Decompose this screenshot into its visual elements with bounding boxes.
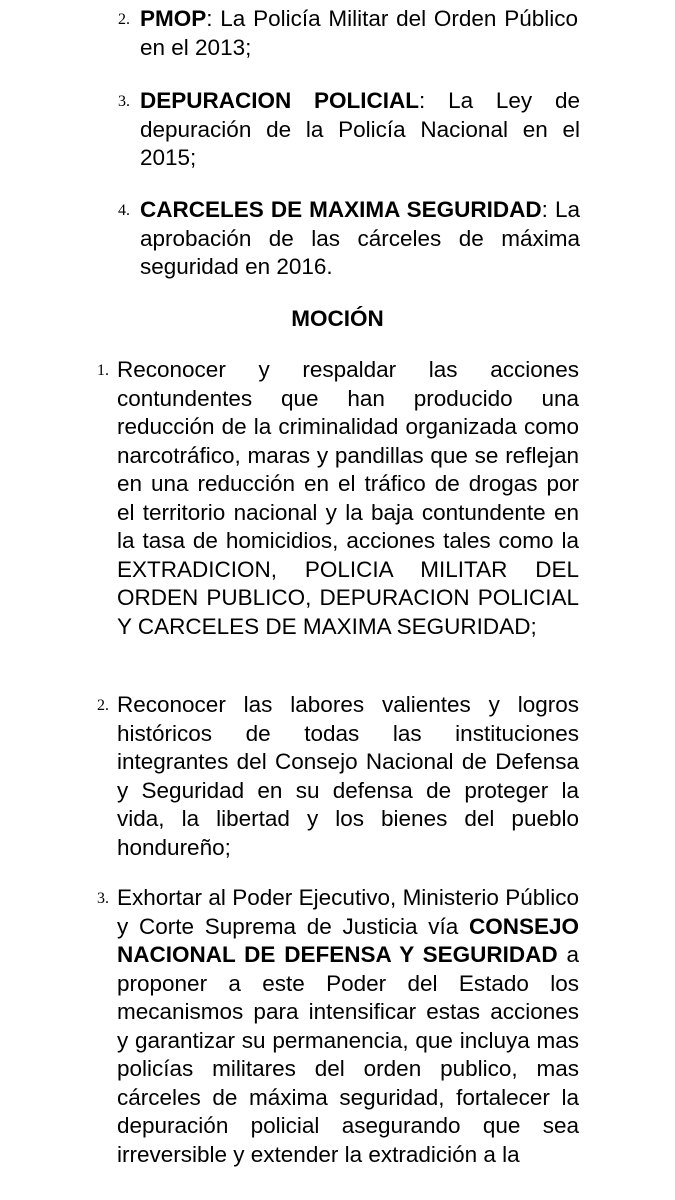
mocion-item-3	[97, 884, 579, 1169]
list-number: 3.	[97, 890, 109, 907]
list-item-description: : La Ley de depuración de la Policía Nacional en el 2015;	[140, 88, 580, 170]
list-item-term: PMOP	[140, 6, 207, 31]
list-item-description: : La Policía Militar del Orden Público en el 2013;	[140, 6, 578, 60]
list-number: 2.	[118, 11, 130, 28]
list-item-description: : La aprobación de las cárceles de máxima seguridad en 2016.	[140, 197, 580, 279]
list-number: 1.	[97, 362, 109, 379]
list-item-term: CARCELES DE MAXIMA SEGURIDAD	[140, 197, 542, 222]
list-item-pmop	[118, 5, 578, 62]
mocion-item-text	[117, 884, 579, 1169]
list-item-carceles	[118, 196, 580, 282]
mocion-text-before: Exhortar al Poder Ejecutivo, Ministerio Público y Corte Suprema de Justicia vía	[117, 885, 579, 939]
list-item-depuracion	[118, 87, 580, 173]
mocion-item-1	[97, 356, 579, 641]
mocion-item-text: Reconocer y respaldar las acciones contundentes que han producido una reducción de la criminalidad organizada como narcotráfico, maras y pandillas que se reflejan en una reducción en el tráfico de drogas por el territorio nacional y la baja contundente en la tasa de homicidios, acciones tales como la EXTRADICION, POLICIA MILITAR DEL ORDEN PUBLICO, DEPURACION POLICIAL Y CARCELES DE MAXIMA SEGURIDAD;	[117, 357, 579, 639]
mocion-text-after: a proponer a este Poder del Estado los mecanismos para intensificar estas acciones y garantizar su permanencia, que incluya mas policías militares del orden publico, mas cárceles de máxima seguridad, fortalecer la depuración policial asegurando que sea irreversible y extender la extradición a la	[117, 942, 580, 1167]
list-item-term: DEPURACION POLICIAL	[140, 88, 420, 113]
mocion-item-2	[97, 691, 579, 862]
list-number: 4.	[118, 202, 130, 219]
mocion-item-text: Reconocer las labores valientes y logros históricos de todas las instituciones integrantes del Consejo Nacional de Defensa y Seguridad en su defensa de proteger la vida, la libertad y los bienes del pueblo hondureño;	[117, 692, 579, 860]
list-item-text	[140, 5, 578, 62]
list-number: 2.	[97, 697, 109, 714]
section-heading: MOCIÓN	[291, 306, 384, 331]
list-item-text	[140, 196, 580, 282]
list-number: 3.	[118, 93, 130, 110]
mocion-bold-institution: CONSEJO NACIONAL DE DEFENSA Y SEGURIDAD	[117, 913, 579, 967]
list-item-text	[140, 87, 580, 173]
